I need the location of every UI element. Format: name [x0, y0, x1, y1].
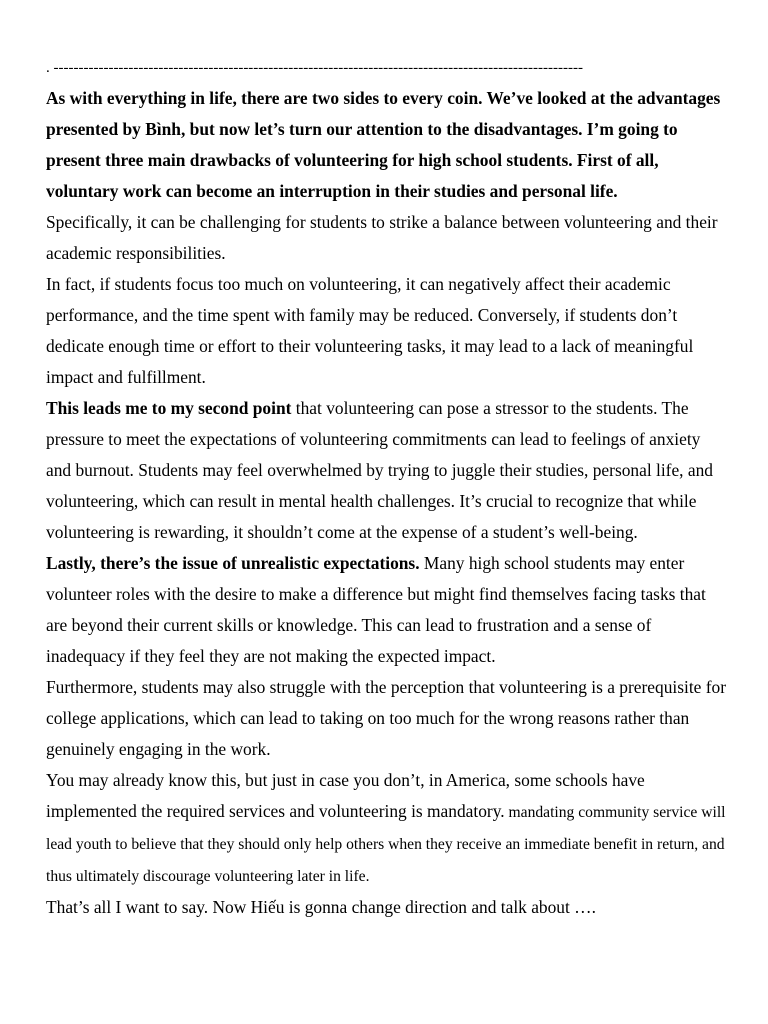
paragraph-closing: That’s all I want to say. Now Hiếu is gonna change direction and talk about ….	[46, 897, 596, 917]
mandating-quote: mandating community service will lead youth to believe that they should only help others when they receive an immediate benefit in return, and thus ultimately discourage volunteering later in life.	[46, 804, 726, 885]
paragraph-college-perception: Furthermore, students may also struggle with the perception that volunteering is a prerequisite for college applications, which can lead to taking on too much for the wrong reasons rather than genuinely engaging in the work.	[46, 677, 726, 759]
paragraph-academic-impact: In fact, if students focus too much on volunteering, it can negatively affect their academic performance, and the time spent with family may be reduced. Conversely, if students don’t dedicate enough time or effort to their volunteering tasks, it may lead to a lack of meaningful impact and fulfillment.	[46, 274, 694, 387]
second-point-text: that volunteering can pose a stressor to the students. The pressure to meet the expectations of volunteering commitments can lead to feelings of anxiety and burnout. Students may feel overwhelmed by trying to juggle their studies, personal life, and volunteering, which can result in mental health challenges. It’s crucial to recognize that while volunteering is rewarding, it shouldn’t come at the expense of a student’s well-being.	[46, 398, 713, 542]
intro-paragraph: As with everything in life, there are two sides to every coin. We’ve looked at the advantages presented by Bình, but now let’s turn our attention to the disadvantages. I’m going to present three main drawbacks of volunteering for high school students. First of all, voluntary work can become an interruption in their studies and personal life.	[46, 88, 721, 201]
third-point-heading: Lastly, there’s the issue of unrealistic expectations.	[46, 553, 420, 573]
america-text: You may already know this, but just in case you don’t, in America, some schools have implemented the required services and volunteering is mandatory.	[46, 770, 645, 821]
second-point-heading: This leads me to my second point	[46, 398, 292, 418]
paragraph-expectations	[46, 548, 726, 672]
paragraph-stressor	[46, 393, 726, 548]
third-point-text: Many high school students may enter volunteer roles with the desire to make a difference but might find themselves facing tasks that are beyond their current skills or knowledge. This can lead to frustration and a sense of inadequacy if they feel they are not making the expected impact.	[46, 553, 706, 666]
separator-line: . ----------------------------------------------------------------------------------------------------------	[46, 60, 583, 76]
document-body	[46, 55, 726, 923]
paragraph-balance: Specifically, it can be challenging for students to strike a balance between volunteering and their academic responsibilities.	[46, 212, 718, 263]
paragraph-america	[46, 765, 726, 892]
